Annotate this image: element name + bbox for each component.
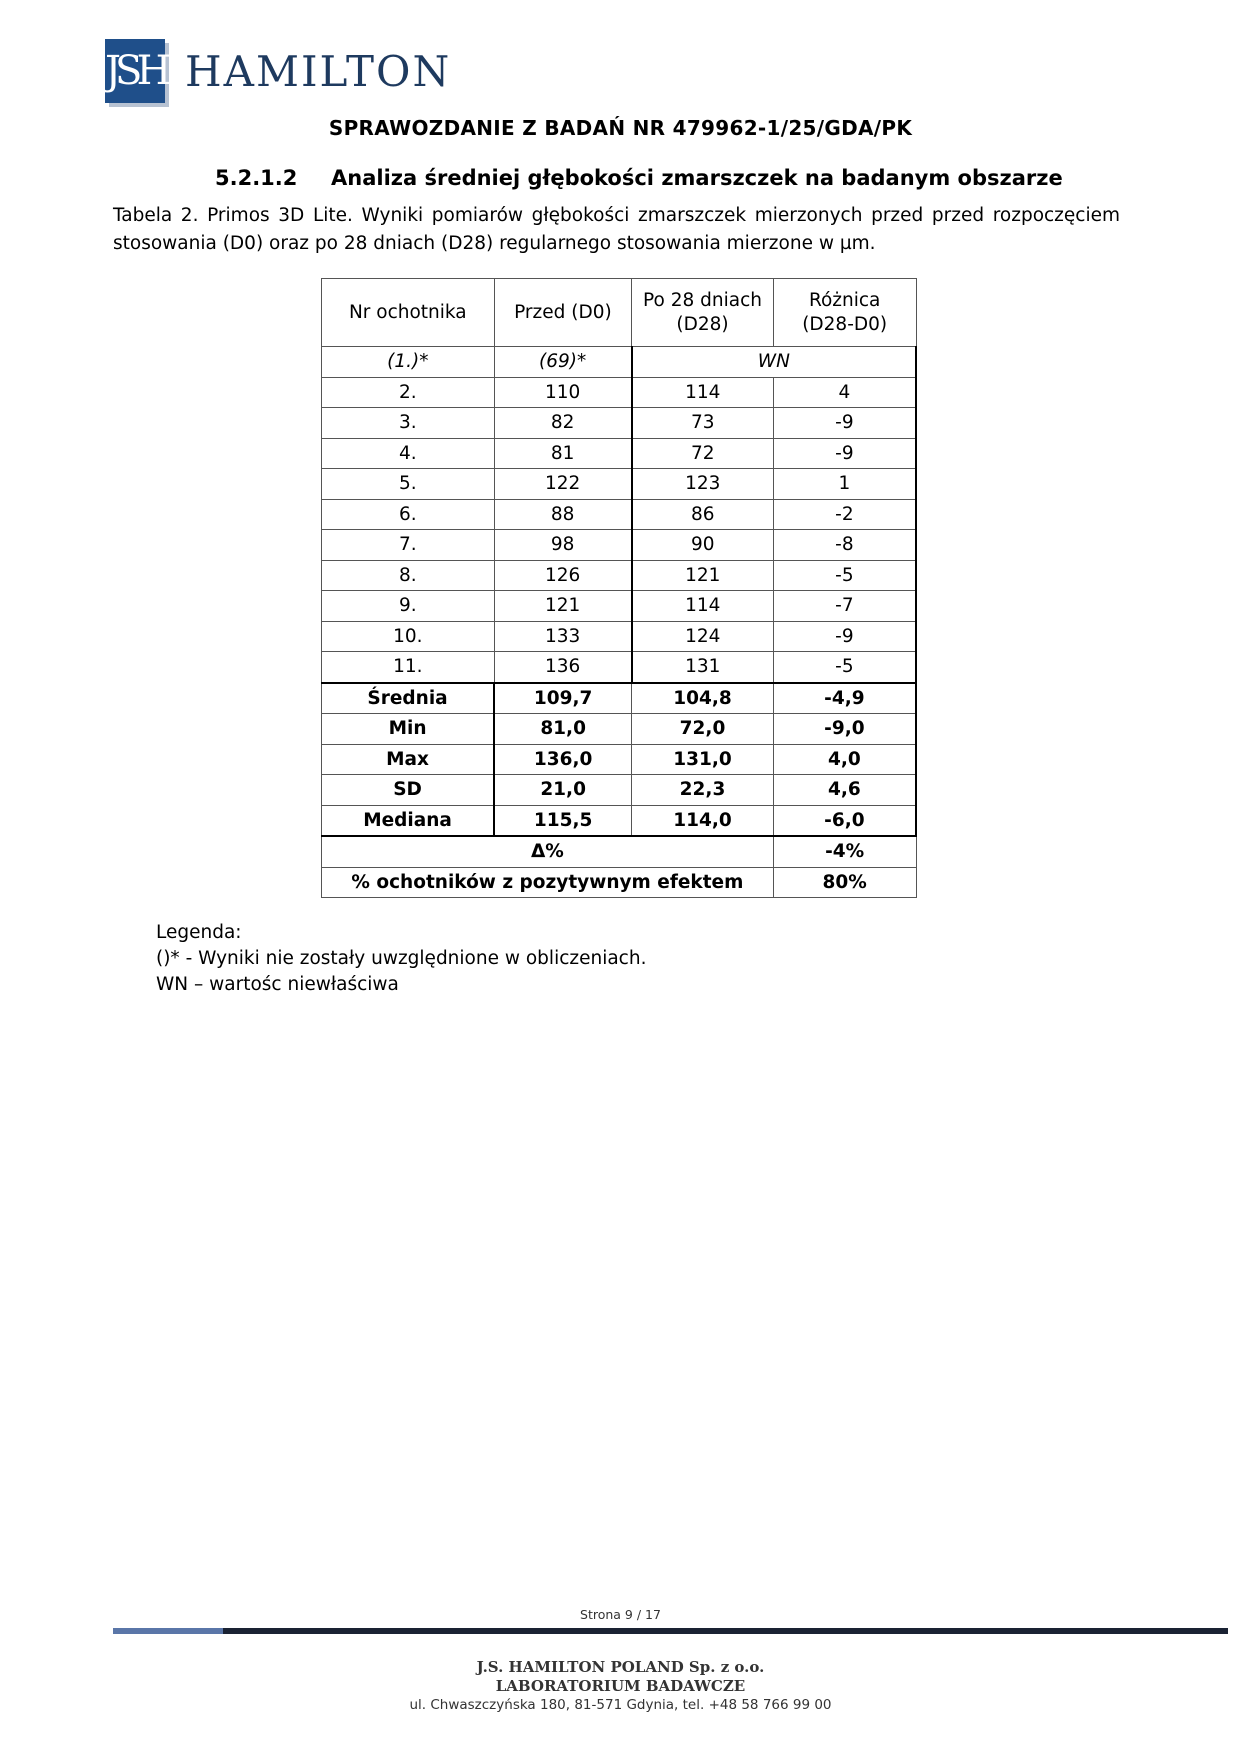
delta-value: -4% [773,836,916,867]
stat-row [322,714,917,745]
row-difference: -8 [773,530,916,561]
legend-line-wn: WN – wartośc niewłaściwa [156,974,399,995]
row-before: 126 [494,560,632,591]
row-after: 114 [632,591,774,622]
row-before: 110 [494,377,632,408]
row-volunteer: 8. [322,560,495,591]
stat-after: 104,8 [632,683,774,714]
row-after: 114 [632,377,774,408]
row-after: 123 [632,469,774,500]
stat-label: Mediana [322,805,495,836]
stat-before: 109,7 [494,683,632,714]
table-row [322,652,917,683]
row-before: 121 [494,591,632,622]
row-difference: 1 [773,469,916,500]
excluded-row [322,347,917,378]
logo-monogram-box [105,39,165,103]
table-row [322,591,917,622]
table-row [322,377,917,408]
logo-wordmark: HAMILTON [185,46,452,96]
results-table [321,278,917,898]
row-after: 86 [632,499,774,530]
positive-effect-value: 80% [773,867,916,898]
data-rows [322,377,917,683]
section-heading [215,166,1063,190]
legend-line-excluded: ()* - Wyniki nie zostały uwzględnione w obliczeniach. [156,948,647,969]
table-row [322,438,917,469]
table-header-row [322,279,917,347]
stat-row [322,805,917,836]
stat-before: 81,0 [494,714,632,745]
stat-difference: -6,0 [773,805,916,836]
stat-difference: -4,9 [773,683,916,714]
stat-after: 131,0 [632,744,774,775]
excluded-id: (1.)* [322,347,495,378]
row-difference: -5 [773,560,916,591]
stat-label: SD [322,775,495,806]
row-volunteer: 3. [322,408,495,439]
table-row [322,621,917,652]
section-title: Analiza średniej głębokości zmarszczek na badanym obszarze [331,166,1063,190]
table-caption: Tabela 2. Primos 3D Lite. Wyniki pomiarów głębokości zmarszczek mierzonych przed przed rozpoczęciem stosowania (D0) oraz po 28 dniach (D28) regularnego stosowania mierzone w µm. [113,205,1120,254]
header-after: Po 28 dniach (D28) [632,279,774,347]
row-difference: -2 [773,499,916,530]
row-after: 124 [632,621,774,652]
stat-before: 21,0 [494,775,632,806]
footer-lab: LABORATORIUM BADAWCZE [495,1677,746,1695]
header-difference: Różnica (D28-D0) [773,279,916,347]
stat-row [322,744,917,775]
row-difference: -9 [773,438,916,469]
footer-address: ul. Chwaszczyńska 180, 81-571 Gdynia, tel. +48 58 766 99 00 [409,1697,832,1713]
stat-after: 114,0 [632,805,774,836]
stat-label: Min [322,714,495,745]
row-after: 72 [632,438,774,469]
row-after: 90 [632,530,774,561]
stat-rows [322,683,917,837]
stat-row [322,775,917,806]
stat-row [322,683,917,714]
stat-after: 72,0 [632,714,774,745]
row-before: 136 [494,652,632,683]
row-difference: -9 [773,408,916,439]
logo-monogram: JSH [105,48,166,94]
excluded-note: WN [632,347,916,378]
stat-before: 136,0 [494,744,632,775]
positive-effect-label: % ochotników z pozytywnym efektem [322,867,774,898]
row-before: 81 [494,438,632,469]
row-volunteer: 5. [322,469,495,500]
row-volunteer: 4. [322,438,495,469]
row-difference: -7 [773,591,916,622]
delta-label: Δ% [322,836,774,867]
row-volunteer: 7. [322,530,495,561]
section-number: 5.2.1.2 [215,166,298,190]
table-row [322,469,917,500]
row-after: 131 [632,652,774,683]
table-row [322,408,917,439]
row-before: 133 [494,621,632,652]
row-before: 88 [494,499,632,530]
delta-row [322,836,917,867]
row-volunteer: 11. [322,652,495,683]
row-volunteer: 6. [322,499,495,530]
row-after: 73 [632,408,774,439]
positive-effect-row [322,867,917,898]
row-difference: -9 [773,621,916,652]
row-difference: -5 [773,652,916,683]
row-volunteer: 9. [322,591,495,622]
row-difference: 4 [773,377,916,408]
footer-divider [113,1628,1228,1634]
row-before: 122 [494,469,632,500]
report-title: SPRAWOZDANIE Z BADAŃ NR 479962-1/25/GDA/PK [328,116,913,140]
row-volunteer: 10. [322,621,495,652]
company-logo [105,38,451,104]
footer-company: J.S. HAMILTON POLAND Sp. z o.o. [476,1658,765,1676]
page-number: Strona 9 / 17 [580,1607,661,1622]
table-row [322,530,917,561]
row-volunteer: 2. [322,377,495,408]
header-volunteer: Nr ochotnika [322,279,495,347]
footer-divider-accent [113,1628,223,1634]
stat-label: Max [322,744,495,775]
table-row [322,499,917,530]
footer [0,1658,1241,1715]
stat-before: 115,5 [494,805,632,836]
stat-difference: 4,0 [773,744,916,775]
header-before: Przed (D0) [494,279,632,347]
stat-difference: 4,6 [773,775,916,806]
table-row [322,560,917,591]
stat-after: 22,3 [632,775,774,806]
row-before: 82 [494,408,632,439]
stat-difference: -9,0 [773,714,916,745]
legend-title: Legenda: [156,922,242,943]
excluded-d0: (69)* [494,347,632,378]
row-after: 121 [632,560,774,591]
row-before: 98 [494,530,632,561]
legend [156,920,646,998]
stat-label: Średnia [322,683,495,714]
